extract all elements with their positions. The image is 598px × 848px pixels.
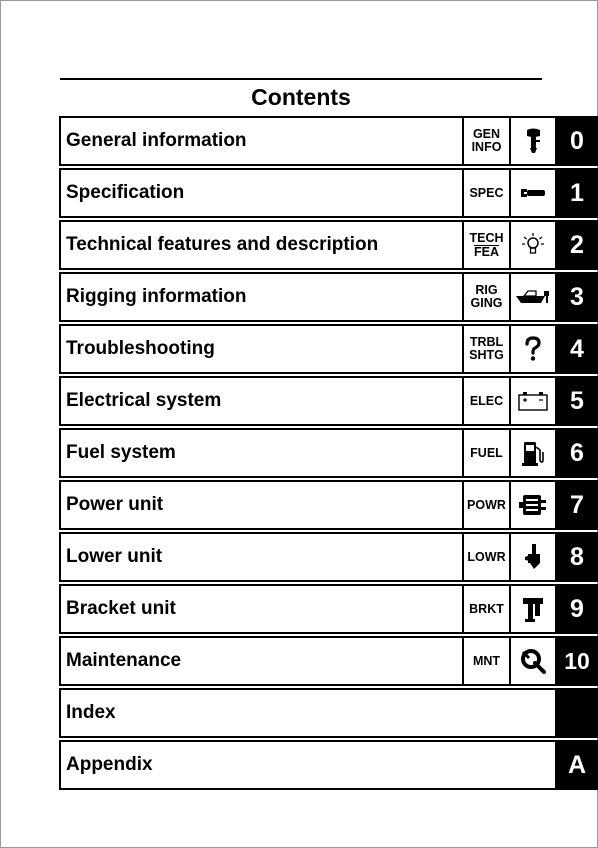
bracket-icon: [520, 595, 546, 623]
toc-row-troubleshooting[interactable]: [59, 324, 598, 374]
toc-row-fuel-system[interactable]: [59, 428, 598, 478]
outboard-motor-icon: [522, 127, 544, 155]
abbr-line-1: ELEC: [469, 393, 504, 408]
toc-row-rigging-information[interactable]: [59, 272, 598, 322]
abbr-line-1: SPEC: [469, 185, 504, 200]
section-abbreviation: [462, 638, 509, 684]
wrench-icon: [519, 185, 547, 201]
toc-row-general-information[interactable]: [59, 116, 598, 166]
tab-section-3[interactable]: 3: [555, 272, 598, 322]
battery-icon: [517, 390, 549, 412]
toc-row-maintenance[interactable]: [59, 636, 598, 686]
abbr-line-1: POWR: [467, 497, 506, 512]
toc-row-technical-features[interactable]: [59, 220, 598, 270]
toc-link-troubleshooting[interactable]: Troubleshooting: [66, 338, 215, 359]
toc-link-maintenance[interactable]: Maintenance: [66, 650, 182, 671]
toc-link-specification[interactable]: Specification: [66, 182, 185, 203]
section-abbreviation: [462, 222, 509, 268]
toc-link-appendix[interactable]: Appendix: [66, 754, 153, 775]
toc-row-bracket-unit[interactable]: [59, 584, 598, 634]
toc-row-specification[interactable]: [59, 168, 598, 218]
question-mark-icon: [523, 336, 543, 362]
abbr-line-1: FUEL: [470, 445, 503, 460]
tab-section-0[interactable]: 0: [555, 116, 598, 166]
toc-link-fuel-system[interactable]: Fuel system: [66, 442, 176, 463]
toc-link-electrical-system[interactable]: Electrical system: [66, 390, 222, 411]
abbr-line-1: RIG: [475, 283, 498, 297]
page-title: Contents: [251, 84, 351, 110]
lower-unit-icon: [522, 543, 544, 571]
section-abbreviation: [462, 378, 509, 424]
tab-section-7[interactable]: 7: [555, 480, 598, 530]
toc-link-lower-unit[interactable]: Lower unit: [66, 546, 163, 567]
tab-section-6[interactable]: 6: [555, 428, 598, 478]
tab-section-2[interactable]: 2: [555, 220, 598, 270]
toc-link-bracket-unit[interactable]: Bracket unit: [66, 598, 176, 619]
abbr-line-2: INFO: [471, 140, 502, 154]
toc-link-general-information[interactable]: General information: [66, 130, 247, 151]
toc-link-power-unit[interactable]: Power unit: [66, 494, 164, 515]
lightbulb-icon: [521, 232, 545, 258]
toc-link-technical-features[interactable]: Technical features and description: [66, 234, 379, 255]
abbr-line-2: SHTG: [469, 348, 504, 362]
maintenance-tools-icon: [519, 648, 547, 674]
section-abbreviation: [462, 274, 509, 320]
abbr-line-1: MNT: [472, 653, 501, 668]
tab-appendix[interactable]: A: [555, 740, 598, 790]
abbr-line-2: FEA: [474, 244, 499, 259]
toc-link-index[interactable]: Index: [66, 702, 116, 723]
section-abbreviation: [462, 326, 509, 372]
tab-section-5[interactable]: 5: [555, 376, 598, 426]
engine-icon: [518, 492, 548, 518]
toc-row-appendix[interactable]: [59, 740, 598, 790]
contents-table: [59, 116, 598, 792]
section-abbreviation: [462, 430, 509, 476]
toc-row-electrical-system[interactable]: [59, 376, 598, 426]
tab-index[interactable]: [555, 688, 598, 738]
toc-row-lower-unit[interactable]: [59, 532, 598, 582]
tab-section-1[interactable]: 1: [555, 168, 598, 218]
abbr-line-1: LOWR: [467, 549, 506, 564]
abbr-line-1: GEN: [472, 127, 501, 141]
section-abbreviation: [462, 482, 509, 528]
tab-section-4[interactable]: 4: [555, 324, 598, 374]
abbr-line-1: BRKT: [469, 601, 504, 616]
tab-section-10[interactable]: 10: [555, 636, 598, 686]
abbr-line-2: GING: [470, 296, 503, 310]
toc-row-index[interactable]: [59, 688, 598, 738]
tab-section-9[interactable]: 9: [555, 584, 598, 634]
section-abbreviation: [462, 170, 509, 216]
abbr-line-1: TRBL: [469, 335, 504, 349]
section-abbreviation: [462, 534, 509, 580]
section-abbreviation: [462, 118, 509, 164]
abbr-line-1: TECH: [469, 230, 504, 245]
boat-icon: [515, 287, 551, 307]
top-rule: [60, 78, 542, 80]
toc-row-power-unit[interactable]: [59, 480, 598, 530]
toc-link-rigging-information[interactable]: Rigging information: [66, 286, 247, 307]
fuel-pump-icon: [521, 439, 545, 467]
section-abbreviation: [462, 586, 509, 632]
tab-section-8[interactable]: 8: [555, 532, 598, 582]
